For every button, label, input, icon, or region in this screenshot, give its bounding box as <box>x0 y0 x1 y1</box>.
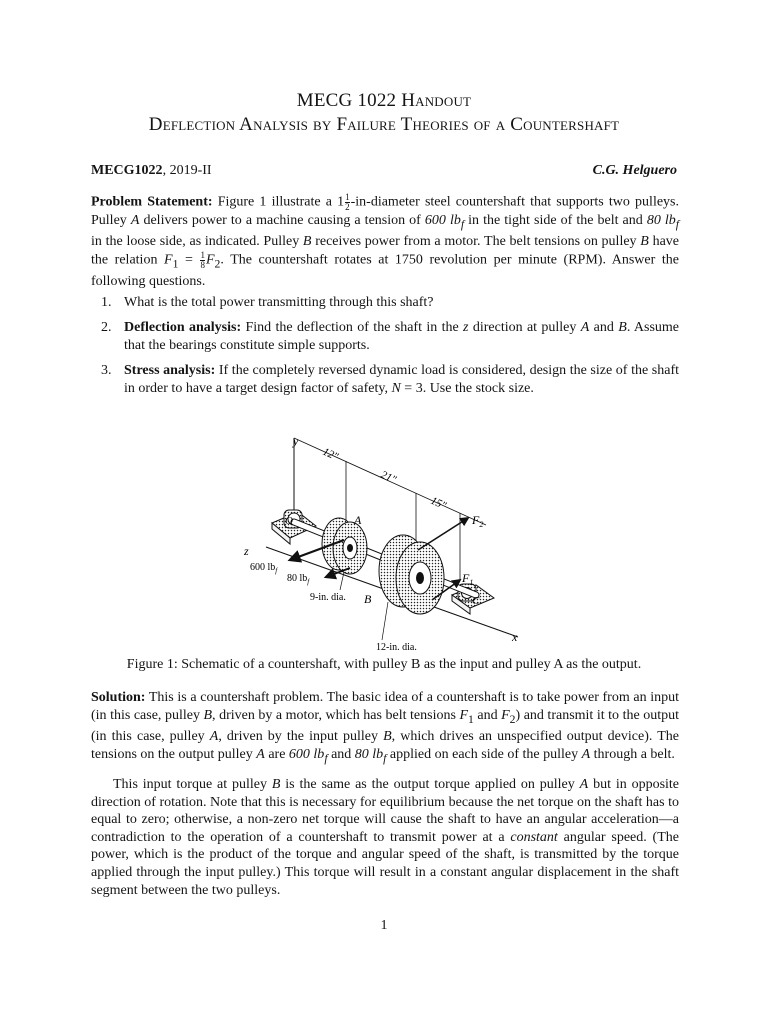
question-list <box>91 294 679 398</box>
force-f2-arrow <box>418 518 468 550</box>
author: C.G. Helguero <box>592 163 677 178</box>
label-c: C <box>472 595 480 607</box>
body-paragraph-2: This input torque at pulley B is the same as the output torque applied on pulley A but in opposite direction of rotation. Note that this is necessary for equilibrium because the net torque on the shaft has to equal to zero; otherwise, a non-zero net torque will cause the shaft to have an angular acceleration—a contradiction to the operation of a countershaft to transmit power at a constant angular speed. (The power, which is the product of the torque and angular speed of the shaft, is transmitted by the torque applied through the input pulley.) This torque will result in a constant angular displacement in the shaft segment between the two pulleys. <box>91 777 680 898</box>
fraction-one-eighth: $\frac{1}{8}$ <box>200 249 205 270</box>
course-info <box>91 163 212 179</box>
figure-caption: Figure 1: Schematic of a countershaft, with pulley B as the input and pulley A as the output. <box>126 657 642 672</box>
page-number: 1 <box>380 918 388 933</box>
handout-subtitle: Deflection Analysis by Failure Theories of a Countershaft <box>148 114 620 135</box>
leader-9in <box>340 572 344 590</box>
label-dim-12: 12" <box>320 445 340 464</box>
problem-statement: Problem Statement: Figure 1 illustrate a 1 $\frac{1}{2}$ -in-diameter steel countershaft that supports two pulleys. Pulley A delivers power to a machine causing a tension of 600 $lb_f$ in the tight side of the belt and 80 $lb_f$ in the loose side, as indicated. Pulley B receives power from a motor. The belt tensions on pulley B have the relation $F_1$ = $\frac{1}{8}$ $F_2$. The countershaft rotates at 1750 revolution per minute (RPM). Answer the following questions. <box>91 192 680 290</box>
label-12in-dia: 12-in. dia. <box>376 642 417 653</box>
label-b: B <box>364 592 372 606</box>
countershaft-figure <box>236 430 536 654</box>
label-z: z <box>244 544 249 558</box>
label-600lbf: 600 $lb_f$ <box>250 562 278 575</box>
course-code: MECG1022 <box>91 163 163 178</box>
handout-title: MECG 1022 Handout <box>296 90 472 111</box>
leader-12in <box>382 602 388 640</box>
label-f1: $F_1$ <box>462 571 474 587</box>
fraction-one-half: $\frac{1}{2}$ <box>345 192 350 212</box>
label-a: A <box>354 513 362 527</box>
label-o: O <box>285 515 293 527</box>
label-dim-15: 15" <box>428 494 448 513</box>
title-handout-word: Handout <box>401 90 472 111</box>
question-2: 2. Deflection analysis: Find the deflection of the shaft in the z direction at pulley A and B. Assume that the bearings constitute simple supports. <box>101 320 680 353</box>
label-x: x <box>512 630 518 644</box>
label-9in-dia: 9-in. dia. <box>310 592 346 603</box>
label-dim-21: 21" <box>378 468 398 487</box>
pulley-b <box>379 535 444 614</box>
solution-paragraph: Solution: This is a countershaft problem. The basic idea of a countershaft is to take power from an input (in this case, pulley B, driven by a motor, which has belt tensions $F_1$ and $F_2$) and transmit it to the output (in this case, pulley A, driven by the input pulley B, which drives an unspecified output device). The tensions on the output pulley A are 600 $lb_f$ and 80 $lb_f$ applied on each side of the pulley A through a belt. <box>91 690 679 765</box>
label-80lbf: 80 $lb_f$ <box>287 573 310 586</box>
label-f2: $F_2$ <box>472 513 484 529</box>
question-1: 1. What is the total power transmitting through this shaft? <box>101 295 434 310</box>
course-term: , 2019-II <box>162 163 212 178</box>
question-3: 3. Stress analysis: If the completely reversed dynamic load is considered, design the size of the shaft in order to have a target design factor of safety, N = 3. Use the stock size. <box>101 363 680 396</box>
label-y: y <box>293 434 299 448</box>
